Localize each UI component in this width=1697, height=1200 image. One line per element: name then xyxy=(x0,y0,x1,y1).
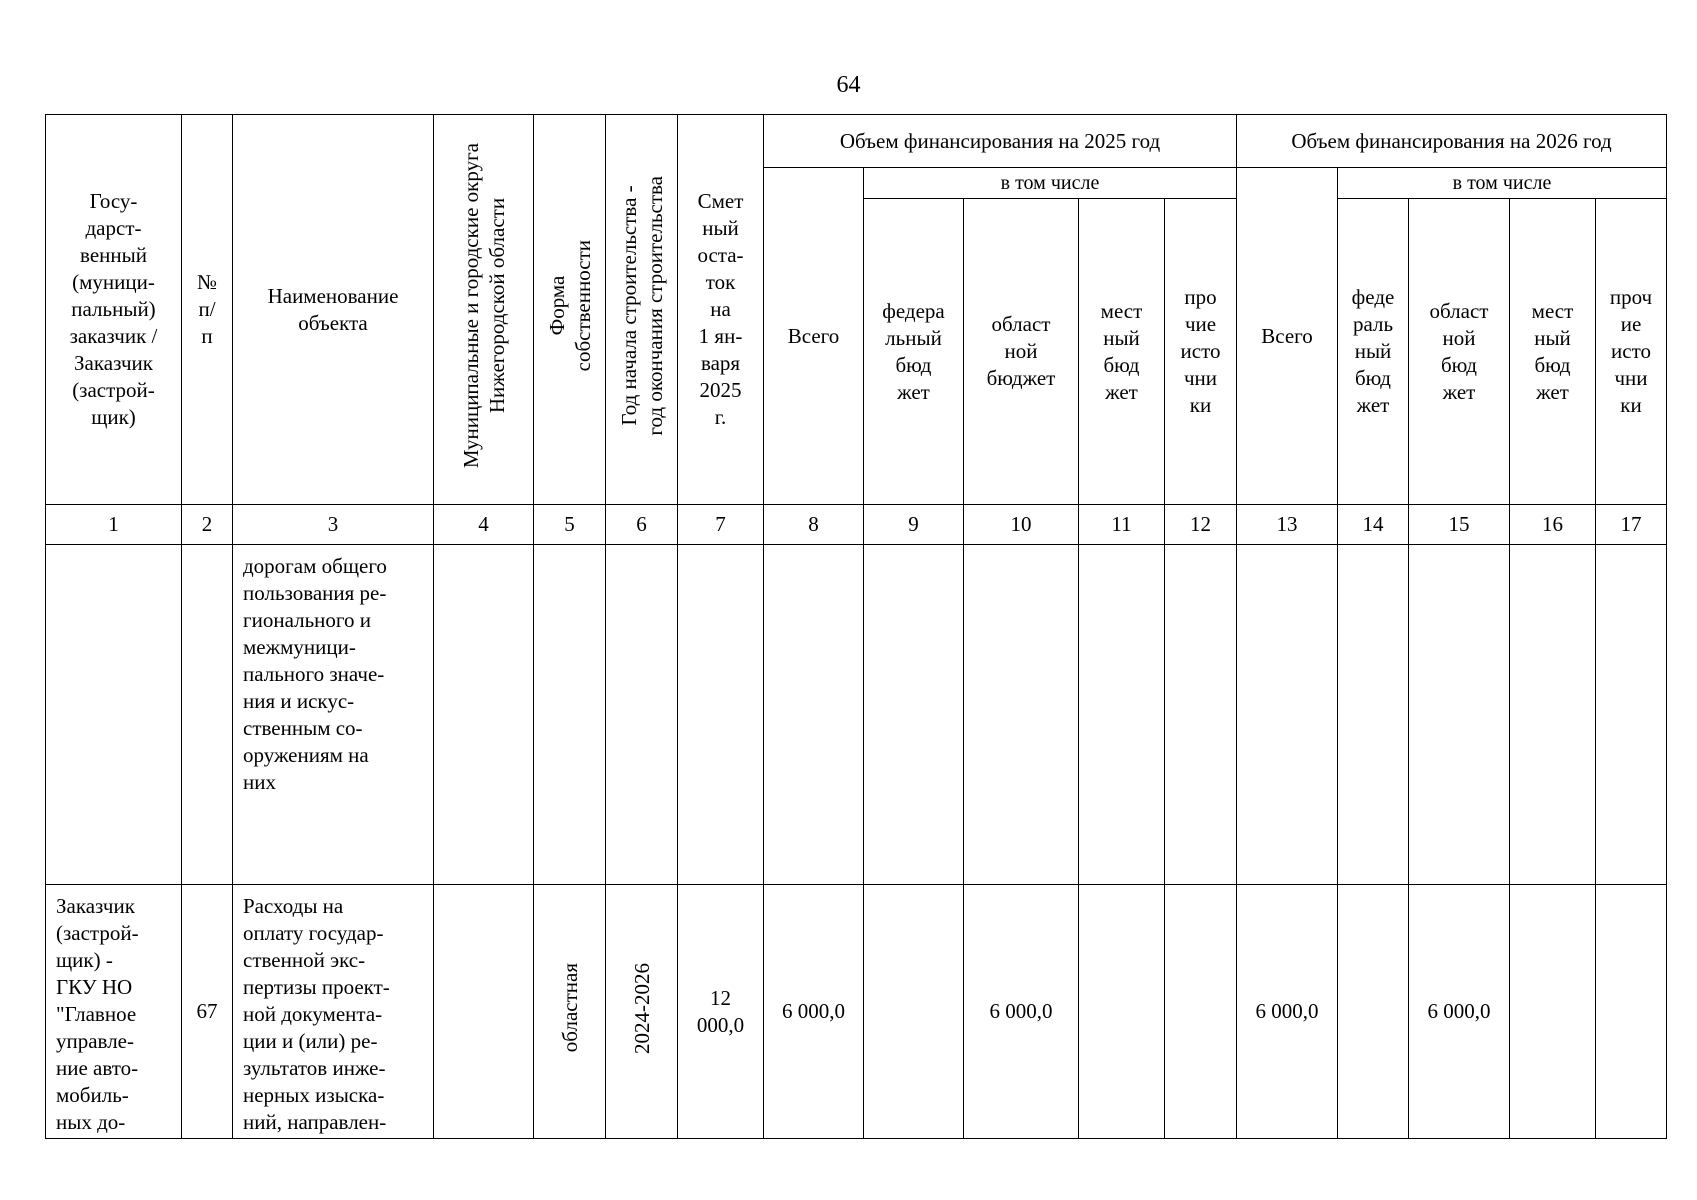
cell-remainder xyxy=(678,545,764,885)
header-regional-2025: област ной бюджет xyxy=(964,199,1079,505)
header-number: № п/ п xyxy=(182,115,233,505)
cell-regional-2025 xyxy=(964,545,1079,885)
cell-years xyxy=(606,885,678,1139)
header-federal-2026: феде раль ный бюд жет xyxy=(1338,199,1409,505)
header-total-2026: Всего xyxy=(1237,168,1338,505)
table-row xyxy=(46,545,1667,885)
header-years-text: Год начала строительства - год окончания строительства xyxy=(616,176,667,436)
table-row xyxy=(46,885,1667,1139)
column-number: 4 xyxy=(434,505,534,545)
column-number: 1 xyxy=(46,505,182,545)
cell-total-2026: 6 000,0 xyxy=(1237,885,1338,1139)
cell-other-2026 xyxy=(1596,885,1667,1139)
cell-municipality xyxy=(434,545,534,885)
column-number: 9 xyxy=(864,505,964,545)
column-number: 12 xyxy=(1165,505,1237,545)
column-number: 16 xyxy=(1510,505,1596,545)
cell-number: 67 xyxy=(182,885,233,1139)
cell-customer: Заказчик (застрой- щик) - ГКУ НО "Главное управле- ние авто- мобиль- ных до- xyxy=(46,885,182,1139)
cell-local-2025 xyxy=(1079,885,1165,1139)
header-local-2025: мест ный бюд жет xyxy=(1079,199,1165,505)
header-customer: Госу- дарст- венный (муници- пальный) заказчик / Заказчик (застрой- щик) xyxy=(46,115,182,505)
column-number: 3 xyxy=(233,505,434,545)
cell-total-2026 xyxy=(1237,545,1338,885)
column-number: 11 xyxy=(1079,505,1165,545)
cell-local-2025 xyxy=(1079,545,1165,885)
header-group-2026: Объем финансирования на 2026 год xyxy=(1237,115,1667,168)
header-municipality xyxy=(434,115,534,505)
header-ownership-text: Форма собственности xyxy=(544,240,595,372)
column-number: 2 xyxy=(182,505,233,545)
cell-object: Расходы на оплату государ- ственной экс- пертизы проект- ной документа- ции и (или) ре- зультатов инже- нерных изыска- ний, направлен- xyxy=(233,885,434,1139)
cell-regional-2025: 6 000,0 xyxy=(964,885,1079,1139)
header-regional-2026: област ной бюд жет xyxy=(1409,199,1510,505)
cell-customer xyxy=(46,545,182,885)
cell-other-2026 xyxy=(1596,545,1667,885)
column-number: 8 xyxy=(764,505,864,545)
column-number-row xyxy=(46,505,1667,545)
header-row-1 xyxy=(46,115,1667,168)
header-other-2025: про чие исто чни ки xyxy=(1165,199,1237,505)
header-group-2025: Объем финансирования на 2025 год xyxy=(764,115,1237,168)
column-number: 10 xyxy=(964,505,1079,545)
cell-municipality xyxy=(434,885,534,1139)
column-number: 5 xyxy=(534,505,606,545)
header-other-2026: проч ие исто чни ки xyxy=(1596,199,1667,505)
header-local-2026: мест ный бюд жет xyxy=(1510,199,1596,505)
cell-ownership-text: областная xyxy=(557,963,582,1053)
cell-total-2025 xyxy=(764,545,864,885)
cell-number xyxy=(182,545,233,885)
column-number: 13 xyxy=(1237,505,1338,545)
header-object-name: Наименование объекта xyxy=(233,115,434,505)
cell-remainder: 12 000,0 xyxy=(678,885,764,1139)
page-number: 64 xyxy=(836,72,861,98)
cell-years xyxy=(606,545,678,885)
column-number: 6 xyxy=(606,505,678,545)
header-years xyxy=(606,115,678,505)
cell-ownership xyxy=(534,545,606,885)
cell-federal-2025 xyxy=(864,885,964,1139)
header-remainder: Смет ный оста- ток на 1 ян- варя 2025 г. xyxy=(678,115,764,505)
cell-years-text: 2024-2026 xyxy=(629,962,654,1054)
header-ownership xyxy=(534,115,606,505)
cell-local-2026 xyxy=(1510,545,1596,885)
cell-regional-2026: 6 000,0 xyxy=(1409,885,1510,1139)
cell-other-2025 xyxy=(1165,545,1237,885)
cell-federal-2025 xyxy=(864,545,964,885)
cell-object: дорогам общего пользования ре- гионального и межмуници- пального значе- ния и искус- ственным со- оружениям на них xyxy=(233,545,434,885)
cell-federal-2026 xyxy=(1338,885,1409,1139)
column-number: 15 xyxy=(1409,505,1510,545)
header-incl-2025: в том числе xyxy=(864,168,1237,199)
column-number: 17 xyxy=(1596,505,1667,545)
header-total-2025: Всего xyxy=(764,168,864,505)
cell-total-2025: 6 000,0 xyxy=(764,885,864,1139)
cell-other-2025 xyxy=(1165,885,1237,1139)
header-incl-2026: в том числе xyxy=(1338,168,1667,199)
financing-table xyxy=(45,114,1667,1139)
header-federal-2025: федера льный бюд жет xyxy=(864,199,964,505)
cell-regional-2026 xyxy=(1409,545,1510,885)
header-municipality-text: Муниципальные и городские округа Нижегородской области xyxy=(458,143,509,469)
column-number: 7 xyxy=(678,505,764,545)
cell-ownership xyxy=(534,885,606,1139)
cell-federal-2026 xyxy=(1338,545,1409,885)
cell-local-2026 xyxy=(1510,885,1596,1139)
column-number: 14 xyxy=(1338,505,1409,545)
